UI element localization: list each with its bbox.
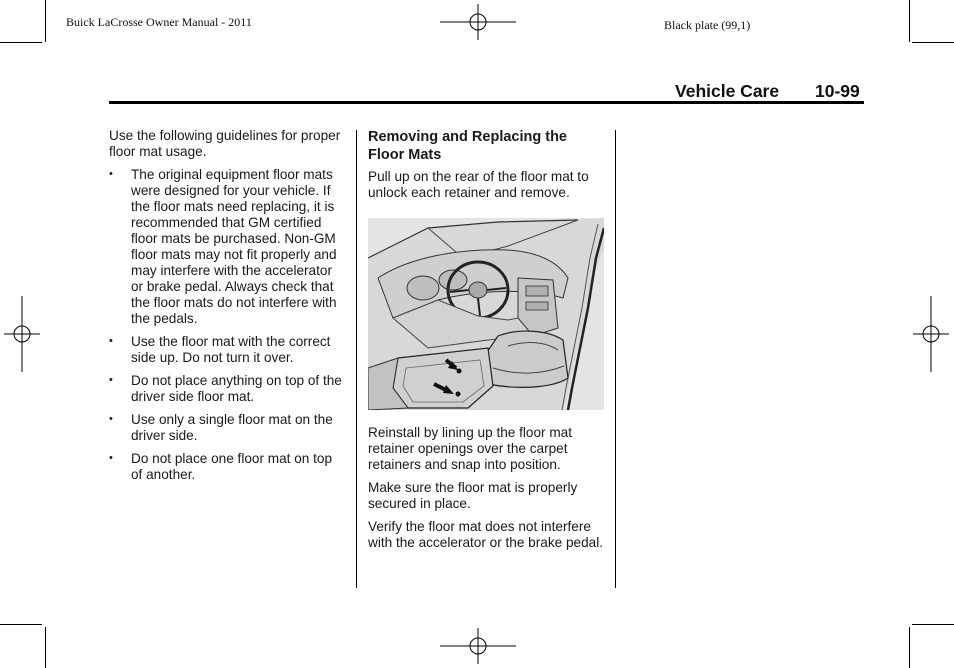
list-item: • Use the floor mat with the correct side up. Do not turn it over. bbox=[109, 334, 331, 365]
crop-mark bbox=[912, 624, 954, 625]
bullet-icon: • bbox=[109, 335, 113, 347]
list-item: • Do not place anything on top of the driver side floor mat. bbox=[109, 373, 342, 404]
paragraph: Pull up on the rear of the floor mat to unlock each retainer and remove. bbox=[368, 169, 589, 200]
middle-column-lower bbox=[368, 425, 606, 558]
paragraph: Make sure the floor mat is properly secured in place. bbox=[368, 480, 578, 511]
page-number: 10-99 bbox=[815, 81, 860, 101]
paragraph: Reinstall by lining up the floor mat retainer openings over the carpet retainers and snap into position. bbox=[368, 425, 573, 472]
registration-mark-icon bbox=[4, 296, 40, 372]
list-item: • Do not place one floor mat on top of another. bbox=[109, 451, 333, 482]
crop-mark bbox=[912, 42, 954, 43]
registration-mark-icon bbox=[913, 296, 949, 372]
intro-text: Use the following guidelines for proper floor mat usage. bbox=[109, 128, 341, 159]
left-column bbox=[109, 128, 344, 490]
crop-mark bbox=[45, 0, 46, 42]
crop-mark bbox=[45, 627, 46, 668]
paragraph: Verify the floor mat does not interfere with the accelerator or the brake pedal. bbox=[368, 519, 604, 550]
bullet-icon: • bbox=[109, 168, 113, 180]
section-title: Vehicle Care bbox=[675, 81, 780, 101]
crop-mark bbox=[0, 624, 42, 625]
crop-mark bbox=[0, 42, 42, 43]
middle-column bbox=[368, 128, 606, 208]
plate-label: Black plate (99,1) bbox=[664, 18, 751, 32]
bullet-icon: • bbox=[109, 452, 113, 464]
guideline-list bbox=[109, 167, 344, 483]
floor-mat-retainer-illustration-icon bbox=[368, 218, 604, 410]
bullet-icon: • bbox=[109, 413, 113, 425]
list-item: • The original equipment floor mats were designed for your vehicle. If the floor mats need replacing, it is recommended that GM certified floor mats be purchased. Non-GM floor mats may not fit properly and may interfere with the accelerator or brake pedal. Always check that the floor mats do not interfere with the pedals. bbox=[109, 167, 337, 326]
registration-mark-icon bbox=[440, 4, 516, 40]
crop-mark bbox=[909, 0, 910, 42]
subsection-heading: Removing and Replacing the Floor Mats bbox=[368, 129, 567, 163]
list-item: • Use only a single floor mat on the driver side. bbox=[109, 412, 333, 443]
crop-mark bbox=[909, 627, 910, 668]
header-rule bbox=[109, 101, 864, 104]
registration-mark-icon bbox=[440, 628, 516, 664]
column-divider bbox=[615, 130, 616, 588]
column-divider bbox=[356, 130, 357, 588]
bullet-icon: • bbox=[109, 374, 113, 386]
manual-title: Buick LaCrosse Owner Manual - 2011 bbox=[66, 15, 252, 29]
